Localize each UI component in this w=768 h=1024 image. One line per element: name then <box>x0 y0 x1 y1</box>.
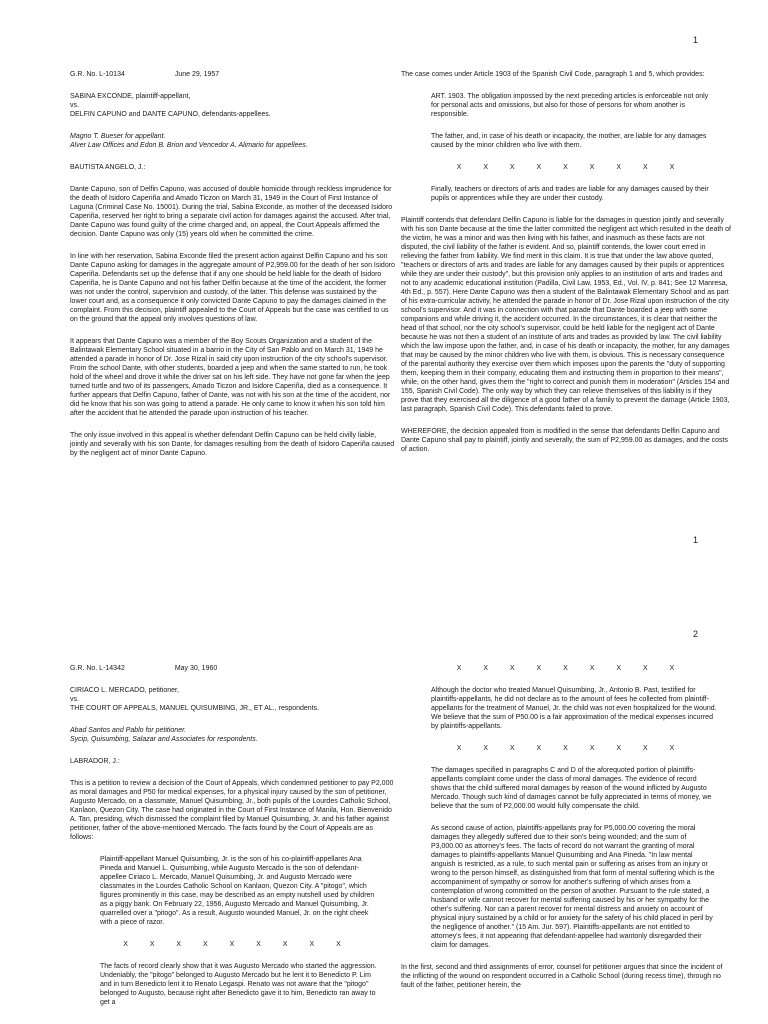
ponente: BAUTISTA ANGELO, J.: <box>70 164 146 171</box>
decision-date: June 29, 1957 <box>174 71 220 78</box>
case-parties <box>70 686 395 713</box>
page-number: 1 <box>692 35 698 45</box>
counsel-block <box>70 726 395 744</box>
counsel-block <box>70 132 395 150</box>
case-header <box>70 70 395 79</box>
block-quote: The damages specified in paragraphs C and D of the aforequoted portion of plaintiffs-appellants complaint come under the class of moral damages. The evidence of record shows that the child suffered moral damages by reason of the wound inflicted by Augusto Mercado. Though such kind of damages cannot be fully appreciated in terms of money, we believe that the sum of P2,000.00 would fully compensate the child. <box>431 767 712 810</box>
body-paragraph: In the first, second and third assignments of error, counsel for petitioner argues that since the incident of the inflicting of the wound on respondent occurred in a Catholic School (during recess time), through no fault of the father, petitioner herein, the <box>401 964 723 989</box>
party-line: CIRIACO L. MERCADO, petitioner, <box>70 687 179 694</box>
block-quote: ART. 1903. The obligation impossed by the next preceding articles is enforceable not only for personal acts and omissions, but also for those of persons for whom another is responsible. <box>431 93 709 118</box>
party-line: DELFIN CAPUNO and DANTE CAPUNO, defendants-appellees. <box>70 111 271 118</box>
block-quote: Although the doctor who treated Manuel Quisumbing, Jr., Antonio B. Past, testified for plaintiffs-appellants, he did not declare as to the amount of fees he collected from plaintiff-appellants for the treatment of Manuel, Jr. the child was not even hospitalized for the wound. We believe that the sum of P50.00 is a fair approximation of the medical expenses incurred by plaintiffs-appellants. <box>431 687 717 730</box>
page-number: 2 <box>692 629 698 639</box>
counsel-line: Alver Law Offices and Edon B. Brion and Vencedor A. Alimario for appellees. <box>70 142 308 149</box>
left-column <box>70 664 395 1020</box>
right-column <box>401 664 731 1003</box>
gr-number: G.R. No. L-10134 <box>70 71 125 78</box>
block-quote: The father, and, in case of his death or incapacity, the mother, are liable for any damages caused by the minor children who live with them. <box>431 133 707 149</box>
body-paragraph: It appears that Dante Capuno was a member of the Boy Scouts Organization and a student of the Balintawak Elementary School situated in a barrio in the City of San Pablo and on March 31, 1949 he attended a parade in honor of Dr. Jose Rizal in said city upon instruction of the city school's supervisor. From the school Dante, with other students, boarded a jeep and when the same started to run, he took hold of the wheel and drove it while the driver sat on his left side. They have not gone far when the jeep turned turtle and two of its passengers, Amado Ticzon and Isidore Caperiña, died as a consequence. It further appears that Delfin Capuno, father of Dante, was not with his son at the time of the accident, nor did he know that his son was going to attend a parade. He only came to know it when his son told him after the accident that he attended the parade upon instruction of his teacher. <box>70 338 391 417</box>
body-paragraph: The case comes under Article 1903 of the Spanish Civil Code, paragraph 1 and 5, which provides: <box>401 71 705 78</box>
counsel-line: Magno T. Bueser for appellant. <box>70 133 166 140</box>
party-line: vs. <box>70 102 79 109</box>
body-paragraph: In line with her reservation, Sabina Exconde filed the present action against Delfin Capuno and his son Dante Capuno asking for damages in the aggregate amount of P2,959.00 for the death of her son Isidoro Caperiña. Defendants set up the defense that if any one should be held liable for the death of Isidoro Caperiña, he is Dante Capuno and not his father Delfin because at the time of the accident, the former was not under the control, supervision and custody, of the latter. This defense was sustained by the lower court and, as a consequence it only convicted Dante Capuno to pay the damages claimed in the complaint. From this decision, plaintiff appealed to the Court of Appeals but the case was certified to us on the ground that the appeal only involves questions of law. <box>70 253 395 323</box>
body-paragraph: Plaintiff contends that defendant Delfin Capuno is liable for the damages in question jointly and severally with his son Dante because at the time the latter committed the negligent act which resulted in the death of the victim, he was a minor and was then living with his father, and inasmuch as these facts are not disputed, the civil liability of the father is evident. And so, plaintiff contends, the lower court erred in relieving the father from liability. We find merit in this claim. It is true that under the law above quoted, "teachers or directors of arts and trades are liable for any damages caused by their pupils or apprentices while they are under their custody", but this provision only applies to an institution of arts and trades and not to any academic educational institution (Padilla, Civil Law, 1953, Ed., Vol. IV, p. 841; See 12 Manresa, 4th Ed., p. 557). Here Dante Capuno was then a student of the Balintawak Elementary School and as part of his extra-curricular activity, he attended the parade in honor of Dr. Jose Rizal upon instruction of the city school's supervisor. And it was in connection with that parade that Dante boarded a jeep with some companions and while driving it, the accident occurred. In the circumstances, it is clear that neither the head of that school, nor the city school's supervisor, could be held liable for the negligent act of Dante because he was not then a student of an institute of arts and trades as provided by law. The civil liability which the law impose upon the father, and, in case of his death or incapacity, the mother, for any damages that may be caused by the minor children who live with them, is obvious. This is necessary consequence of the parental authority they exercise over them which imposes upon the parents the "duty of supporting them, keeping them in their company, educating them and instructing them in proportion to their means", while, on the other hand, gives them the "right to correct and punish them in moderation" (Articles 154 and 155, Spanish Civil Code). The only way by which they can relieve themselves of this liability is if they prove that they exercised all the diligence of a good father of a family to prevent the damage (Article 1903, last paragraph, Spanish Civil Code). This defendants failed to prove. <box>401 217 731 413</box>
document-page-2 <box>0 622 768 1024</box>
ellipsis-marker: X X X X X X X X X <box>123 941 342 948</box>
body-paragraph: WHEREFORE, the decision appealed from is modified in the sense that defendants Delfin Capuno and Dante Capuno shall pay to plaintiff, jointly and severally, the sum of P2,959.00 as damages, and the costs of action. <box>401 428 728 453</box>
ellipsis-marker: X X X X X X X X X <box>456 665 676 672</box>
left-column <box>70 70 395 471</box>
decision-date: May 30, 1960 <box>174 665 218 672</box>
ellipsis-marker: X X X X X X X X X <box>456 745 676 752</box>
party-line: vs. <box>70 696 79 703</box>
case-header <box>70 664 395 673</box>
gr-number: G.R. No. L-14342 <box>70 665 125 672</box>
block-quote: Plaintiff-appellant Manuel Quisumbing, Jr. is the son of his co-plaintiff-appellants Ana Pineda and Manuel L. Quisumbing, while Augusto Mercado is the son of defendant-appellee Ciriaco L. Mercado, Manuel Quisumbing, Jr. and Augusto Mercado were classmates in the Lourdes Catholic School on Kanlaon, Quezon City. A "pitogo", which figures prominently in this case, may be described as an empty nutshell used by children as a piggy bank. On February 22, 1956, Augusto Mercado and Manuel Quisumbing, Jr. quarrelled over a "pitogo". As a result, Augusto wounded Manuel, Jr. on the right cheek with a piece of razor. <box>100 856 375 926</box>
body-paragraph: The only issue involved in this appeal is whether defendant Delfin Capuno can be held civilly liable, jointly and severally with his son Dante, for damages resulting from the death of Isidoro Caperiña caused by the negligent act of minor Dante Capuno. <box>70 432 395 457</box>
block-quote: As second cause of action, plaintiffs-appellants pray for P5,000.00 covering the moral damages they allegedly suffered due to their son's being wounded; and the sum of P3,000.00 as attorney's fees. The facts of record do not warrant the granting of moral damages to plaintiffs-appellants Manuel Quisumbing and Ana Pineda. "In law mental anguish is restricted, as a rule, to such mental pain or suffering as arises from an injury or wrong to the person himself, as distinguished from that form of mental suffering which is the accompaniment of sympathy or sorrow for another's suffering of which arises from a contemplation of wrong committed on the person of another. Pursuant to the rule stated, a husband or wife cannot recover for mental suffering caused by his or her sympathy for the other's suffering. Nor can a parent recover for mental distress and anxiety on account of physical injury sustained by a child or for anxiety for the safety of his child placed in peril by the negligence of another." (15 Am. Jur. 597). Plaintiffs-appellants are not entitled to attorney's fees, it not appearing that defendant-appellee had wantonly disregarded their claim for damages. <box>431 825 715 949</box>
right-column <box>401 70 731 467</box>
party-line: SABINA EXCONDE, plaintiff-appellant, <box>70 93 191 100</box>
page-number: 1 <box>692 535 698 545</box>
counsel-line: Abad Santos and Pablo for petitioner. <box>70 727 187 734</box>
block-quote: Finally, teachers or directors of arts and trades are liable for any damages caused by their pupils or apprentices while they are under their custody. <box>431 186 709 202</box>
block-quote: The facts of record clearly show that it was Augusto Mercado who started the aggression. Undeniably, the "pitogo" belonged to Augusto Mercado but he lent it to Benedicto P. Lim and in turn Benedicto lent it to Renato Legaspi. Renato was not aware that the "pitogo" belonged to Augusto, because right after Benedicto gave it to him, Benedicto ran away to get a <box>100 963 377 1006</box>
party-line: THE COURT OF APPEALS, MANUEL QUISUMBING, JR., ET AL., respondents. <box>70 705 320 712</box>
case-parties <box>70 92 395 119</box>
counsel-line: Sycip, Quisumbing, Salazar and Associates for respondents. <box>70 736 258 743</box>
ellipsis-marker: X X X X X X X X X <box>456 164 676 171</box>
body-paragraph: Dante Capuno, son of Delfin Capuno, was accused of double homicide through reckless imprudence for the death of Isidoro Caperiña and Amado Ticzon on March 31, 1949 in the Court of First Instance of Laguna (Criminal Case No. 15001). During the trial, Sabina Exconde, as mother of the deceased Isidoro Caperiña, reserved her right to bring a separate civil action for damages against the accused. After trial, Dante Capuno was found guilty of the crime charged and, on appeal, the Court Appeals affirmed the decision. Dante Capuno was only (15) years old when he committed the crime. <box>70 186 393 238</box>
ponente: LABRADOR, J.: <box>70 758 120 765</box>
body-paragraph: This is a petition to review a decision of the Court of Appeals, which condemned petitioner to pay P2,000 as moral damages and P50 for medical expenses, for a physical injury caused by the son of petitioner, Augusto Mercado, on a classmate, Manuel Quisumbing, Jr., both pupils of the Lourdes Catholic School, Kanlaon, Quezon City. The case had originated in the Court of First Instance of Manila, Hon. Bienvenido A. Tan, presiding, which dismissed the complaint filed by Manuel Quisumbing, Jr. and his father against petitioner, father of the above-mentioned Mercado. The facts found by the Court of Appeals are as follows: <box>70 780 394 841</box>
